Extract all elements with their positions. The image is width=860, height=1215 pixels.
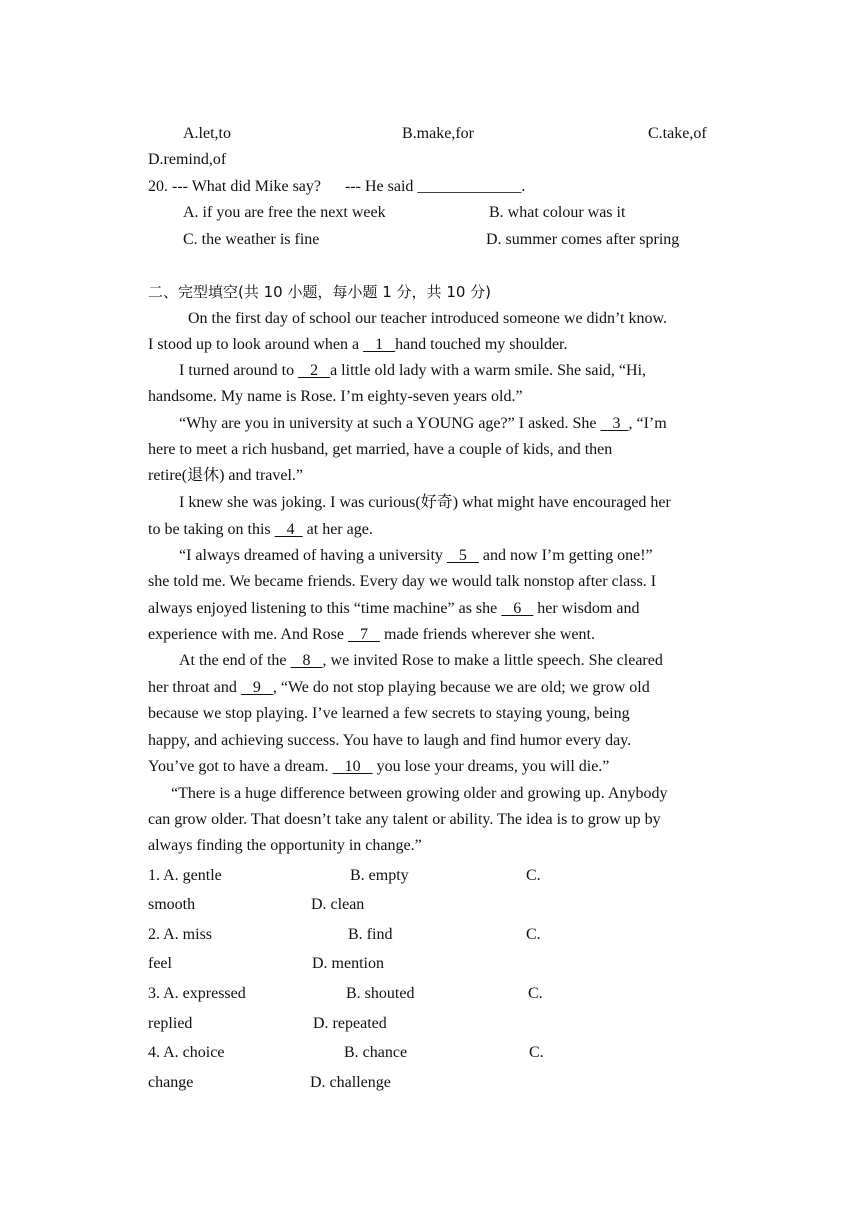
passage-text: hand touched my shoulder. [395,336,568,353]
blank-6: 6 [501,600,534,617]
passage-line: On the first day of school our teacher introduced someone we didn’t know. [188,310,667,327]
q19-option-d: D.remind,of [148,151,227,168]
passage-line [179,546,653,566]
q3-option-d: D. repeated [313,1015,387,1032]
blank-1: 1 [363,336,396,353]
blank-7: 7 [347,626,380,643]
q20-blank: _____________ [417,178,522,195]
passage-line: she told me. We became friends. Every day we would talk nonstop after class. I [148,573,657,590]
passage-line: always finding the opportunity in change.” [148,837,422,854]
q20-stem [148,177,525,197]
q1-option-b: B. empty [350,867,409,884]
passage-line: because we stop playing. I’ve learned a few secrets to staying young, being [148,705,630,722]
q20-option-b: B. what colour was it [489,204,626,221]
passage-text: “Why are you in university at such a YOUNG age?” I asked. She [179,415,601,432]
q2-option-b: B. find [348,926,393,943]
passage-line [179,651,663,671]
passage-text: “I always dreamed of having a university [179,547,447,564]
passage-line: retire(退休) and travel.” [148,467,304,484]
q4-option-d: D. challenge [310,1074,391,1091]
blank-8: 8 [290,652,323,669]
passage-text: , “We do not stop playing because we are old; we grow old [272,679,650,696]
q1-option-a: 1. A. gentle [148,867,222,884]
q20-option-a: A. if you are free the next week [183,204,386,221]
passage-text: her wisdom and [533,600,640,617]
passage-line: happy, and achieving success. You have to laugh and find humor every day. [148,732,632,749]
q2-option-c: C. [526,926,541,943]
passage-text: experience with me. And Rose [148,626,348,643]
blank-9: 9 [240,679,273,696]
passage-line [148,599,639,619]
blank-3: 3 [600,415,629,432]
q2-option-d: D. mention [312,955,384,972]
q20-stem-prefix: 20. --- What did Mike say? --- He said [148,178,418,195]
passage-line [148,335,568,355]
q4-option-b: B. chance [344,1044,408,1061]
q1-option-c-text: smooth [148,896,196,913]
q3-option-a: 3. A. expressed [148,985,246,1002]
passage-line [179,361,646,381]
section-heading: 二、完型填空(共 10 小题，每小题 1 分，共 10 分) [148,283,492,301]
q19-option-c: C.take,of [648,125,707,142]
q4-option-c: C. [529,1044,544,1061]
passage-text: you lose your dreams, you will die.” [372,758,610,775]
passage-line: “There is a huge difference between growing older and growing up. Anybody [171,785,668,802]
passage-line [148,520,373,540]
passage-line: I knew she was joking. I was curious(好奇) what might have encouraged her [179,494,671,511]
q3-option-c-text: replied [148,1015,193,1032]
q20-stem-suffix: . [521,178,526,195]
passage-line: can grow older. That doesn’t take any talent or ability. The idea is to grow up by [148,811,661,828]
blank-10: 10 [332,758,373,775]
passage-text: , “I’m [628,415,667,432]
passage-line [148,625,595,645]
passage-text: always enjoyed listening to this “time machine” as she [148,600,502,617]
passage-line [148,757,609,777]
q1-option-c: C. [526,867,541,884]
q20-option-c: C. the weather is fine [183,231,320,248]
passage-text: her throat and [148,679,241,696]
blank-2: 2 [298,362,331,379]
q20-option-d: D. summer comes after spring [486,231,680,248]
passage-text: , we invited Rose to make a little speech. She cleared [322,652,663,669]
q4-option-a: 4. A. choice [148,1044,225,1061]
passage-line [148,678,650,698]
passage-text: at her age. [302,521,373,538]
passage-text: At the end of the [179,652,291,669]
passage-text: to be taking on this [148,521,275,538]
passage-line: handsome. My name is Rose. I’m eighty-seven years old.” [148,388,523,405]
passage-text: You’ve got to have a dream. [148,758,333,775]
q19-option-a: A.let,to [183,125,231,142]
passage-text: I turned around to [179,362,299,379]
passage-text: made friends wherever she went. [379,626,595,643]
q3-option-b: B. shouted [346,985,415,1002]
q1-option-d: D. clean [311,896,365,913]
q3-option-c: C. [528,985,543,1002]
q19-option-b: B.make,for [402,125,474,142]
passage-line [179,414,667,434]
passage-line: here to meet a rich husband, get married, have a couple of kids, and then [148,441,613,458]
passage-text: I stood up to look around when a [148,336,364,353]
q2-option-c-text: feel [148,955,172,972]
blank-5: 5 [446,547,479,564]
q4-option-c-text: change [148,1074,194,1091]
q2-option-a: 2. A. miss [148,926,213,943]
passage-text: a little old lady with a warm smile. She said, “Hi, [330,362,647,379]
passage-text: and now I’m getting one!” [478,547,653,564]
blank-4: 4 [274,521,303,538]
